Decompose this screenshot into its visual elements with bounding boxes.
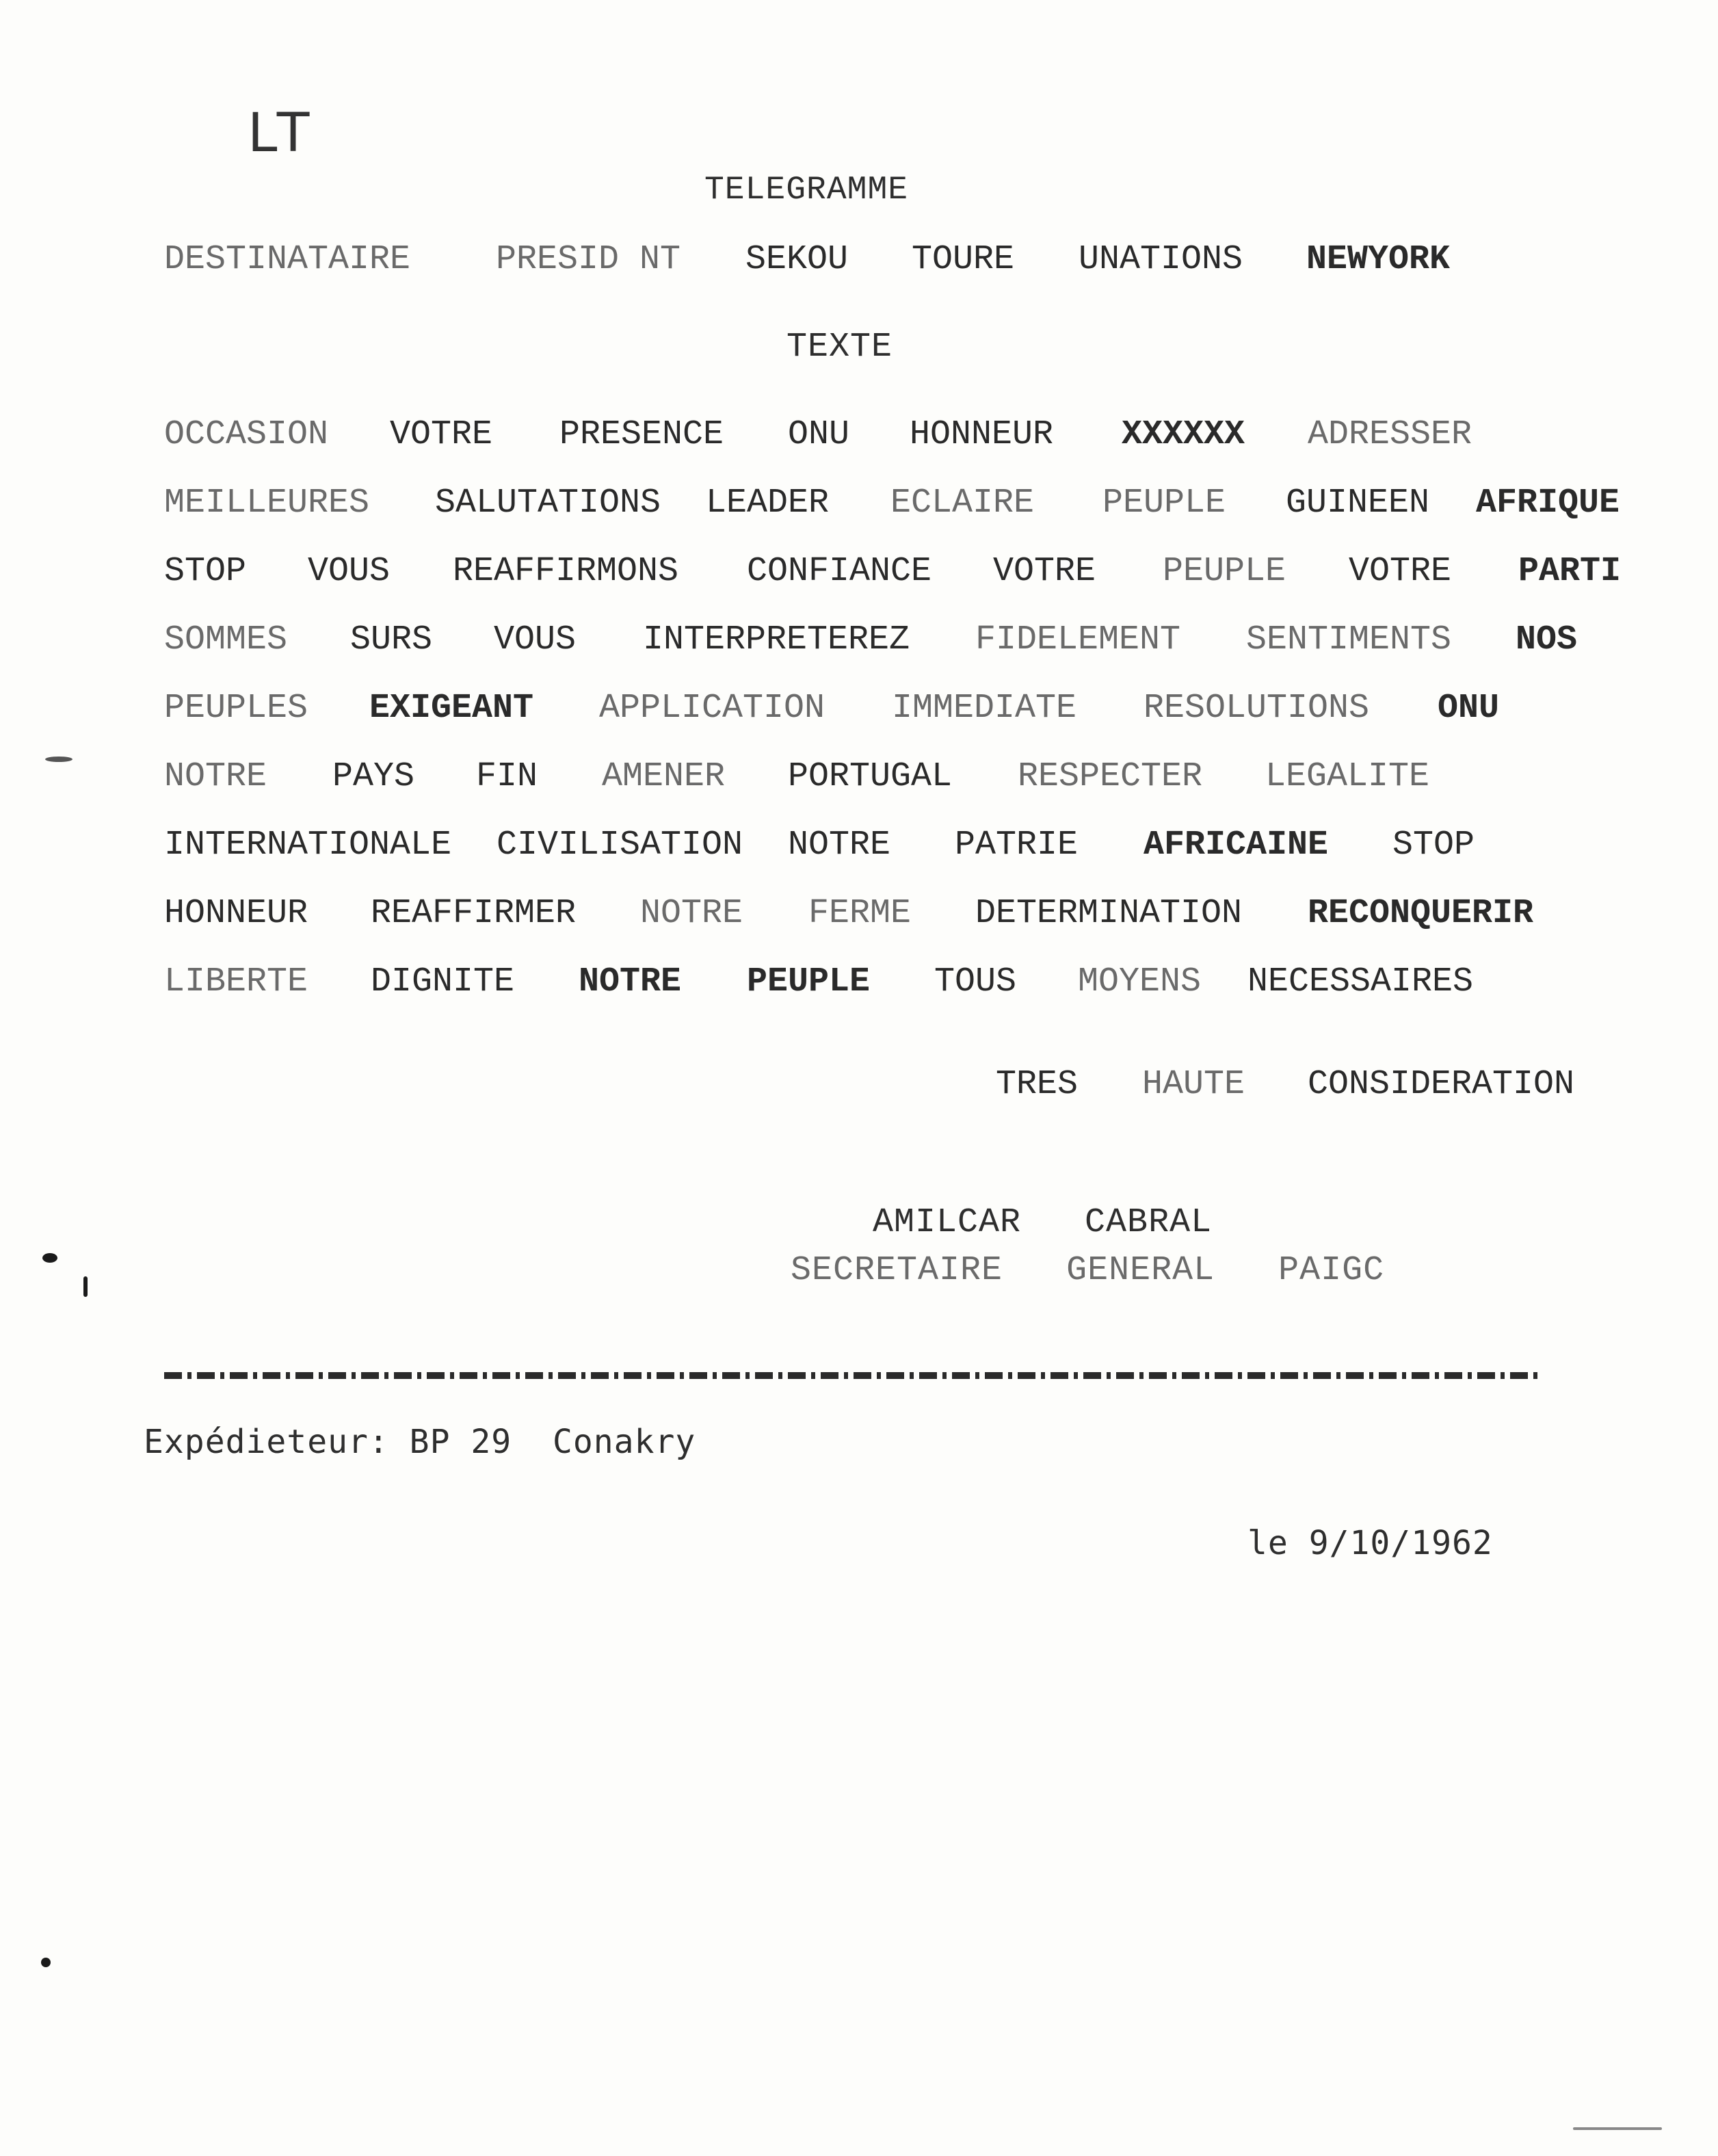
recipient-word: SEKOU — [745, 240, 849, 279]
body-word: LIBERTE — [164, 962, 308, 1001]
page-mark — [1573, 2127, 1662, 2130]
body-word: PORTUGAL — [788, 757, 953, 796]
body-word: NOTRE — [640, 894, 743, 933]
body-word: STOP — [1392, 826, 1475, 865]
body-word: AFRICAINE — [1144, 826, 1329, 865]
body-word: PRESENCE — [559, 415, 724, 454]
body-line-1 — [164, 415, 1628, 456]
body-word: DETERMINATION — [975, 894, 1243, 933]
ink-speck — [42, 1253, 57, 1263]
body-word: GUINEEN — [1286, 484, 1430, 523]
recipient-word: TOURE — [912, 240, 1015, 279]
handwritten-mark: LT — [248, 103, 317, 164]
body-word: CIVILISATION — [497, 826, 743, 865]
recipient-line — [164, 239, 1628, 280]
body-word: AMENER — [602, 757, 726, 796]
body-word: INTERNATIONALE — [164, 826, 452, 865]
body-word: NOTRE — [164, 757, 267, 796]
body-word: LEADER — [706, 484, 830, 523]
body-word: RESOLUTIONS — [1144, 689, 1370, 728]
ink-speck — [83, 1276, 88, 1297]
body-word: MOYENS — [1078, 962, 1202, 1001]
body-word: NOS — [1516, 620, 1578, 659]
closing-line — [164, 1064, 1628, 1105]
body-line-2 — [164, 483, 1628, 524]
body-word: VOTRE — [390, 415, 493, 454]
body-word: ADRESSER — [1308, 415, 1472, 454]
body-word: PEUPLE — [1163, 552, 1286, 591]
signature-title: SECRETAIRE GENERAL PAIGC — [791, 1251, 1385, 1290]
body-line-4 — [164, 620, 1628, 661]
body-word: HONNEUR — [910, 415, 1054, 454]
recipient-word: PRESID NT — [496, 240, 681, 279]
ink-speck — [41, 1958, 51, 1967]
body-word: FIN — [476, 757, 538, 796]
body-word: NECESSAIRES — [1247, 962, 1474, 1001]
body-word: RESPECTER — [1018, 757, 1203, 796]
body-word: IMMEDIATE — [892, 689, 1077, 728]
body-word: ONU — [1438, 689, 1500, 728]
recipient-word: NEWYORK — [1306, 240, 1451, 279]
body-line-9 — [164, 962, 1628, 1003]
body-word: AFRIQUE — [1476, 484, 1620, 523]
body-word: PAYS — [332, 757, 415, 796]
struck-word: XXXXXX — [1122, 415, 1245, 454]
body-word: SALUTATIONS — [435, 484, 661, 523]
body-word: NOTRE — [579, 962, 682, 1001]
body-word: SURS — [350, 620, 433, 659]
body-word: VOUS — [494, 620, 577, 659]
body-word: FERME — [808, 894, 912, 933]
date-line: le 9/10/1962 — [1247, 1524, 1493, 1562]
body-word: ECLAIRE — [890, 484, 1035, 523]
body-word: MEILLEURES — [164, 484, 370, 523]
closing-word: CONSIDERATION — [1308, 1065, 1575, 1104]
body-line-5 — [164, 688, 1628, 729]
closing-word: HAUTE — [1142, 1065, 1245, 1104]
text-heading: TEXTE — [787, 328, 893, 367]
body-word: CONFIANCE — [747, 552, 932, 591]
body-line-6 — [164, 757, 1628, 798]
body-word: APPLICATION — [599, 689, 825, 728]
body-word: REAFFIRMER — [371, 894, 577, 933]
body-line-7 — [164, 825, 1628, 866]
body-line-3 — [164, 551, 1628, 592]
body-word: RECONQUERIR — [1308, 894, 1534, 933]
body-word: FIDELEMENT — [975, 620, 1181, 659]
body-word: NOTRE — [788, 826, 891, 865]
body-word: PARTI — [1518, 552, 1622, 591]
sender-line: Expédieteur: BP 29 Conakry — [144, 1423, 696, 1461]
body-word: PEUPLES — [164, 689, 308, 728]
body-word: EXIGEANT — [369, 689, 534, 728]
body-word: LEGALITE — [1265, 757, 1430, 796]
body-line-8 — [164, 893, 1628, 934]
punch-mark — [45, 757, 72, 762]
body-word: VOTRE — [993, 552, 1096, 591]
body-word: TOUS — [934, 962, 1017, 1001]
body-word: INTERPRETEREZ — [643, 620, 910, 659]
signature-name: AMILCAR CABRAL — [873, 1203, 1213, 1242]
body-word: VOTRE — [1349, 552, 1452, 591]
body-word: SOMMES — [164, 620, 288, 659]
closing-word: TRES — [996, 1065, 1079, 1104]
document-title: TELEGRAMME — [704, 172, 909, 209]
body-word: ONU — [788, 415, 850, 454]
body-word: REAFFIRMONS — [453, 552, 679, 591]
separator-rule — [164, 1372, 1543, 1379]
body-word: DIGNITE — [371, 962, 515, 1001]
body-word: OCCASION — [164, 415, 329, 454]
body-word: HONNEUR — [164, 894, 308, 933]
recipient-label: DESTINATAIRE — [164, 240, 411, 279]
body-word: SENTIMENTS — [1246, 620, 1452, 659]
body-word: STOP — [164, 552, 247, 591]
recipient-word: UNATIONS — [1079, 240, 1243, 279]
body-word: PEUPLE — [1102, 484, 1226, 523]
body-word: PEUPLE — [747, 962, 871, 1001]
body-word: PATRIE — [955, 826, 1079, 865]
body-word: VOUS — [308, 552, 391, 591]
